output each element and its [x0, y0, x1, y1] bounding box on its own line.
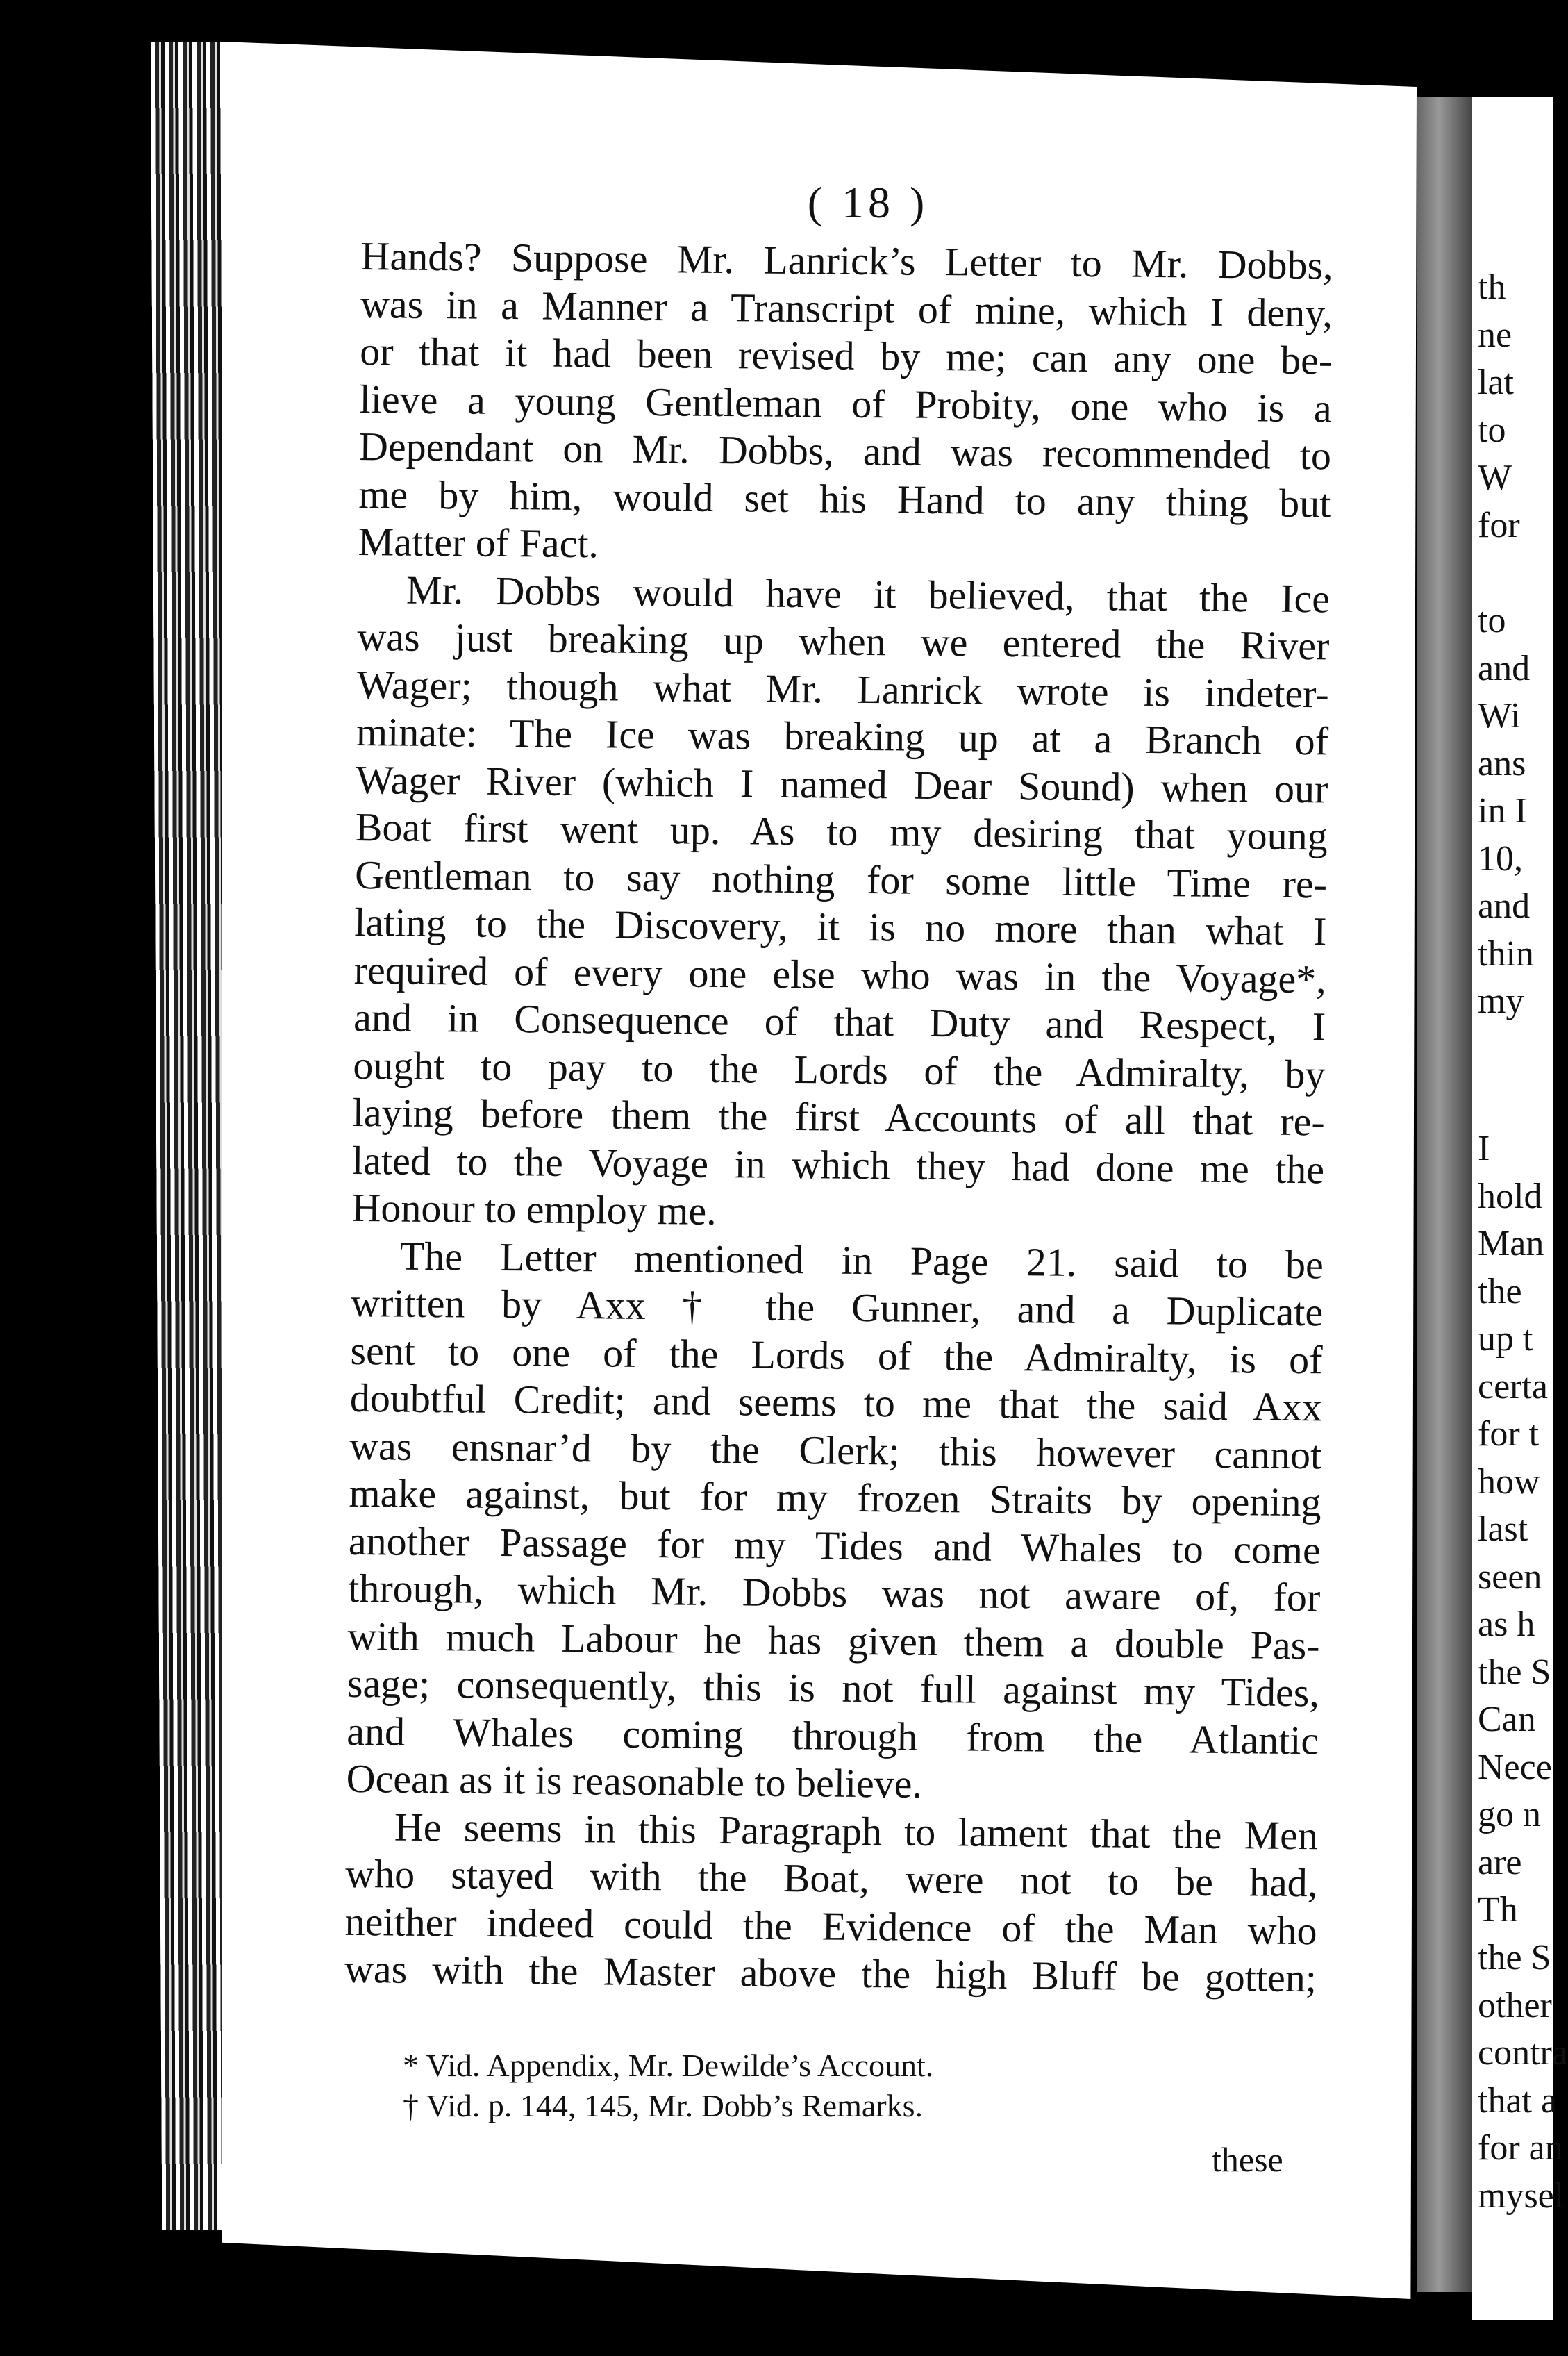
text-line: laying before them the first Accounts of all that re- — [352, 1089, 1326, 1145]
facing-line: for an — [1478, 2128, 1563, 2168]
text-line: sent to one of the Lords of the Admiralty, is of — [350, 1327, 1323, 1382]
facing-line: ne — [1478, 315, 1512, 355]
facing-line: for t — [1478, 1414, 1540, 1454]
facing-line: W — [1478, 458, 1512, 497]
text-line: Matter of Fact. — [358, 518, 599, 567]
facing-line: Can — [1478, 1700, 1536, 1739]
facing-line: up t — [1478, 1319, 1533, 1359]
facing-line: th — [1478, 267, 1506, 307]
facing-line: and — [1478, 648, 1531, 688]
facing-line: Wi — [1478, 696, 1521, 736]
text-line: make against, but for my frozen Straits by opening — [349, 1470, 1321, 1525]
facing-line: go n — [1478, 1795, 1541, 1834]
facing-line: lat — [1478, 363, 1514, 402]
text-line: Boat first went up. As to my desiring that young — [355, 804, 1328, 859]
facing-line: ans — [1478, 743, 1526, 783]
body-text — [344, 233, 1333, 2002]
text-line: lating to the Discovery, it is no more than what I — [354, 899, 1327, 954]
facing-line: my — [1478, 981, 1524, 1021]
footnote: * Vid. Appendix, Mr. Dewilde’s Account. — [403, 2048, 934, 2083]
text-line: written by Axx † the Gunner, and a Duplicate — [350, 1279, 1324, 1335]
text-line: was in a Manner a Transcript of mine, which I deny, — [360, 281, 1333, 335]
facing-line: Nece — [1478, 1747, 1552, 1787]
facing-line: to — [1478, 601, 1506, 640]
text-line: Gentleman to say nothing for some little Time re- — [354, 852, 1328, 906]
facing-line: the S — [1478, 1652, 1551, 1692]
page-number: ( 18 ) — [807, 178, 929, 227]
text-line: doubtful Credit; and seems to me that the said Axx — [349, 1375, 1323, 1430]
facing-line: are — [1478, 1842, 1522, 1882]
facing-line: thin — [1478, 934, 1534, 974]
text-line: He seems in this Paragraph to lament that the Men — [394, 1804, 1319, 1858]
facing-line: the S — [1478, 1938, 1551, 1977]
text-line: or that it had been revised by me; can any one be- — [360, 328, 1333, 383]
facing-line: last — [1478, 1509, 1528, 1549]
footnotes — [375, 2046, 1069, 2126]
facing-line: in I — [1478, 791, 1527, 831]
catchword: these — [1212, 2140, 1283, 2179]
text-line: and Whales coming through from the Atlantic — [346, 1708, 1319, 1763]
text-line: who stayed with the Boat, were not to be had, — [345, 1850, 1318, 1906]
facing-page-block-d — [1472, 1934, 1568, 2220]
text-line: with much Labour he has given them a double Pas- — [347, 1613, 1320, 1668]
text-line: The Letter mentioned in Page 21. said to be — [399, 1233, 1324, 1287]
text-line: minate: The Ice was breaking up at a Branch of — [356, 708, 1329, 764]
text-line: and in Consequence of that Duty and Respect, I — [353, 994, 1326, 1050]
facing-page-block-a — [1472, 264, 1520, 549]
facing-line: that a — [1478, 2080, 1558, 2121]
facing-line: 10, — [1478, 838, 1523, 879]
text-line: lieve a young Gentleman of Probity, one who is a — [359, 376, 1332, 431]
text-line: Wager; though what Mr. Lanrick wrote is indeter- — [356, 661, 1330, 716]
text-line: was with the Master above the high Bluff be gotten; — [344, 1946, 1317, 2001]
text-line: Honour to employ me. — [351, 1184, 717, 1234]
text-line: me by him, would set his Hand to any thing but — [358, 471, 1331, 526]
facing-line: Man — [1478, 1224, 1544, 1263]
facing-line: contra — [1478, 2033, 1568, 2073]
text-line: was just breaking up when we entered the River — [357, 613, 1330, 669]
text-line: required of every one else who was in the Voyage*, — [353, 947, 1327, 1002]
text-line: lated to the Voyage in which they had done me the — [351, 1137, 1325, 1192]
facing-line: seen — [1478, 1557, 1542, 1597]
text-line: Mr. Dobbs would have it believed, that the Ice — [406, 567, 1331, 621]
text-line: was ensnar’d by the Clerk; this however cannot — [349, 1422, 1322, 1477]
text-line: another Passage for my Tides and Whales to come — [348, 1518, 1321, 1573]
text-line: sage; consequently, this is not full against my Tides, — [347, 1660, 1320, 1716]
facing-line: how — [1478, 1461, 1540, 1502]
text-line: Dependant on Mr. Dobbs, and was recommended to — [358, 423, 1332, 479]
text-line: ought to pay to the Lords of the Admiralty, by — [353, 1042, 1326, 1097]
facing-line: as h — [1478, 1604, 1535, 1644]
facing-line: and — [1478, 886, 1531, 926]
facing-line: mysel — [1478, 2175, 1565, 2216]
facing-line: other — [1478, 1985, 1552, 2025]
facing-page-block-c — [1472, 1125, 1552, 1934]
footnote: † Vid. p. 144, 145, Mr. Dobb’s Remarks. — [403, 2088, 924, 2123]
facing-line: to — [1478, 410, 1506, 450]
facing-page-block-b — [1472, 597, 1534, 1026]
text-line: Hands? Suppose Mr. Lanrick’s Letter to Mr. Dobbs, — [360, 233, 1333, 288]
facing-line: hold — [1478, 1176, 1542, 1216]
facing-page-fragment — [1472, 97, 1568, 2320]
facing-line: the — [1478, 1271, 1522, 1311]
text-line: Ocean as it is reasonable to believe. — [346, 1755, 923, 1807]
page-gutter-shadow — [1417, 97, 1472, 2292]
facing-line: certa — [1478, 1366, 1549, 1407]
text-line: through, which Mr. Dobbs was not aware of, for — [347, 1565, 1321, 1620]
facing-line: for — [1478, 505, 1520, 545]
text-line: neither indeed could the Evidence of the Man who — [344, 1898, 1317, 1953]
facing-line: I — [1478, 1129, 1490, 1168]
text-line: Wager River (which I named Dear Sound) when our — [356, 756, 1328, 811]
facing-line: Th — [1478, 1890, 1518, 1930]
